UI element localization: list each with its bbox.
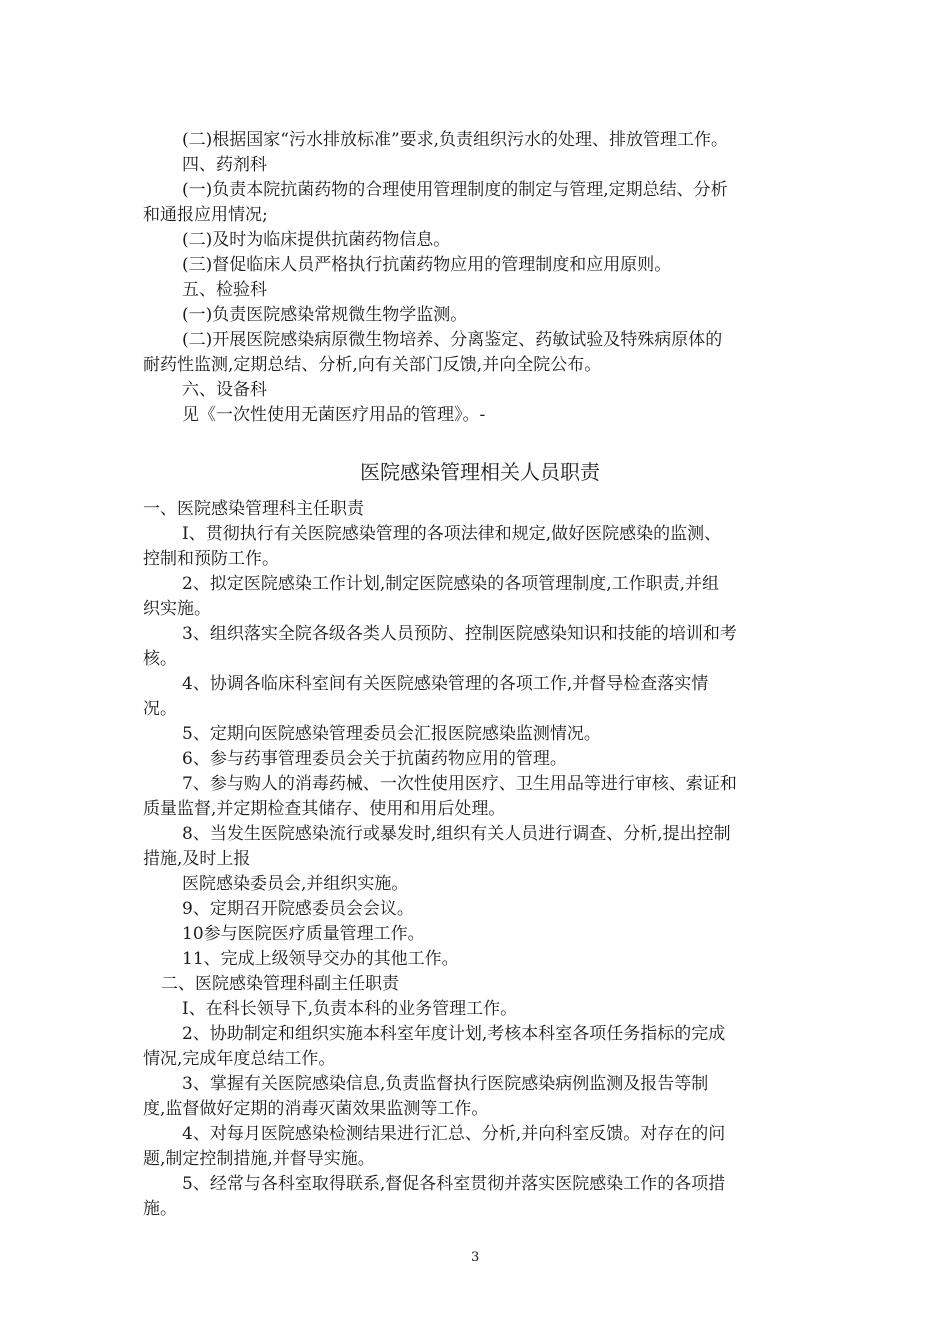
text-line: 5、经常与各科室取得联系,督促各科室贯彻并落实医院感染工作的各项措 — [182, 1174, 726, 1194]
text-line: (一)负责医院感染常规微生物学监测。 — [182, 305, 468, 325]
text-line: 度,监督做好定期的消毒灭菌效果监测等工作。 — [143, 1099, 489, 1119]
text-line: 2、拟定医院感染工作计划,制定医院感染的各项管理制度,工作职责,并组 — [182, 574, 720, 594]
text-line: 3、掌握有关医院感染信息,负责监督执行医院感染病例监测及报告等制 — [182, 1074, 709, 1094]
text-line: 施。 — [143, 1199, 177, 1219]
section-heading: 二、医院感染管理科副主任职责 — [161, 974, 399, 994]
text-line: 2、协助制定和组织实施本科室年度计划,考核本科室各项任务指标的完成 — [182, 1024, 726, 1044]
text-line: 11、完成上级领导交办的其他工作。 — [182, 949, 459, 969]
text-line: (二)及时为临床提供抗菌药物信息。 — [182, 230, 451, 250]
section-heading: 四、药剂科 — [182, 155, 267, 175]
text-line: I、在科长领导下,负责本科的业务管理工作。 — [182, 999, 518, 1019]
text-line: 医院感染委员会,并组织实施。 — [182, 874, 409, 894]
text-line: 4、协调各临床科室间有关医院感染管理的各项工作,并督导检查落实情 — [182, 674, 709, 694]
text-line: I、贯彻执行有关医院感染管理的各项法律和规定,做好医院感染的监测、 — [182, 524, 722, 544]
text-line: 织实施。 — [143, 599, 211, 619]
text-line: 9、定期召开院感委员会会议。 — [182, 899, 414, 919]
text-line: 况。 — [143, 699, 177, 719]
text-line: 质量监督,并定期检查其储存、使用和用后处理。 — [143, 799, 506, 819]
page-number: 3 — [471, 1250, 480, 1265]
text-line: (三)督促临床人员严格执行抗菌药物应用的管理制度和应用原则。 — [182, 255, 672, 275]
text-line: 题,制定控制措施,并督导实施。 — [143, 1149, 375, 1169]
text-line: 情况,完成年度总结工作。 — [143, 1049, 336, 1069]
text-line: 7、参与购人的消毒药械、一次性使用医疗、卫生用品等进行审核、索证和 — [182, 774, 737, 794]
text-line: 4、对每月医院感染检测结果进行汇总、分析,并向科室反馈。对存在的问 — [182, 1124, 726, 1144]
text-line: 3、组织落实全院各级各类人员预防、控制医院感染知识和技能的培训和考 — [182, 624, 737, 644]
text-line: (一)负责本院抗菌药物的合理使用管理制度的制定与管理,定期总结、分析 — [182, 180, 728, 200]
text-line: 5、定期向医院感染管理委员会汇报医院感染监测情况。 — [182, 724, 601, 744]
text-line: 8、当发生医院感染流行或暴发时,组织有关人员进行调查、分析,提出控制 — [182, 824, 731, 844]
text-line: (二)开展医院感染病原微生物培养、分离鉴定、药敏试验及特殊病原体的 — [182, 330, 723, 350]
text-line: 控制和预防工作。 — [143, 549, 279, 569]
text-line: 措施,及时上报 — [143, 849, 251, 869]
section-heading: 六、设备科 — [182, 380, 267, 400]
text-line: 耐药性监测,定期总结、分析,向有关部门反馈,并向全院公布。 — [143, 355, 602, 375]
page-title: 医院感染管理相关人员职责 — [360, 460, 600, 484]
text-line: 6、参与药事管理委员会关于抗菌药物应用的管理。 — [182, 749, 567, 769]
section-heading: 五、检验科 — [182, 280, 267, 300]
text-line: 10参与医院医疗质量管理工作。 — [182, 924, 425, 944]
text-line: 核。 — [143, 649, 177, 669]
text-line: 和通报应用情况; — [143, 205, 268, 225]
text-line: 见《一次性使用无菌医疗用品的管理》。- — [182, 405, 486, 425]
text-line: (二)根据国家“污水排放标准”要求,负责组织污水的处理、排放管理工作。 — [182, 130, 729, 150]
section-heading: 一、医院感染管理科主任职责 — [143, 499, 364, 519]
